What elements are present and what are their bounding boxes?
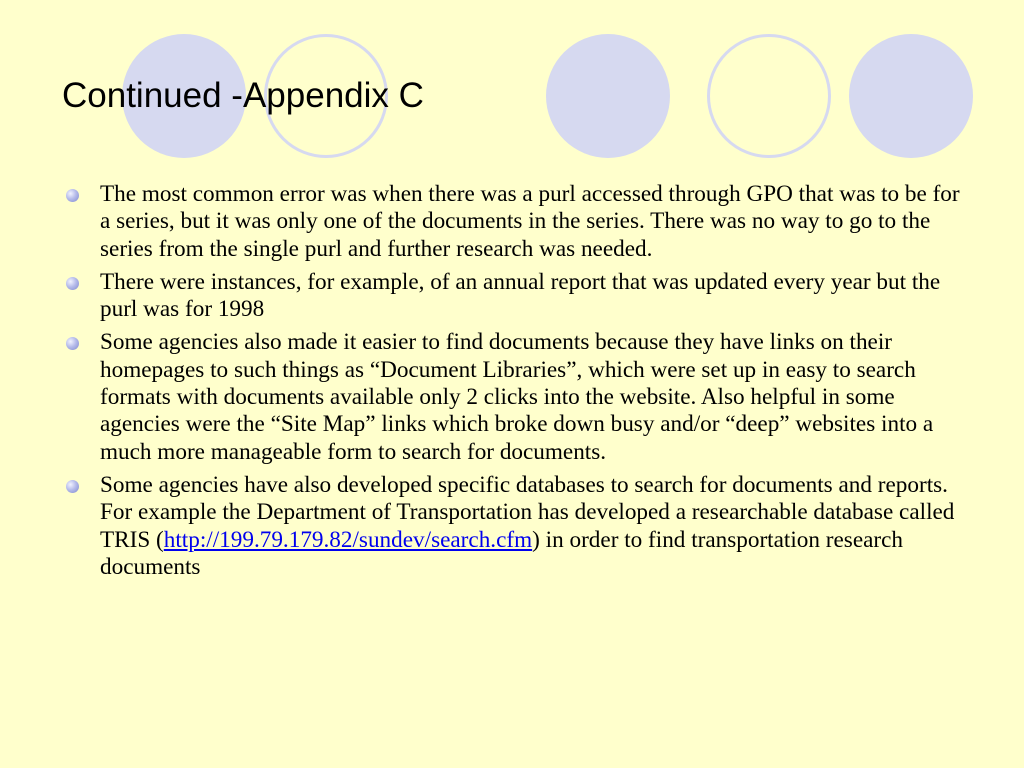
bullet-icon (66, 337, 79, 350)
bullet-text: There were instances, for example, of an annual report that was updated every year but the purl was for 1998 (100, 268, 941, 323)
decorative-circle-2 (546, 34, 670, 158)
bullet-icon (66, 189, 79, 202)
bullet-item (62, 181, 972, 263)
bullet-text-before: Some agencies have also developed specific databases to search for documents and reports. For example the Department of Transportation has developed a researchable database called TRIS ( (100, 471, 955, 553)
bullet-item (62, 472, 972, 581)
bullet-icon (66, 480, 79, 493)
decorative-circle-3 (849, 34, 973, 158)
bullet-item (62, 269, 972, 324)
bullet-list (62, 181, 972, 587)
bullet-text: Some agencies also made it easier to find documents because they have links on their homepages to such things as “Document Libraries”, which were set up in easy to search formats with documents available only 2 clicks into the website. Also helpful in some agencies were the “Site Map” links which broke down busy and/or “deep” websites into a much more manageable form to search for documents. (100, 329, 934, 465)
slide-title: Continued -Appendix C (62, 76, 424, 115)
tris-search-link[interactable]: http://199.79.179.82/sundev/search.cfm (163, 526, 533, 553)
bullet-item (62, 329, 972, 465)
bullet-text: The most common error was when there was a purl accessed through GPO that was to be for a series, but it was only one of the documents in the series. There was no way to go to the series from the single purl and further research was needed. (100, 181, 960, 262)
decorative-ring-2 (707, 34, 831, 158)
bullet-icon (66, 277, 79, 290)
bullet-text-after: ) in order to find transportation research documents (100, 526, 904, 580)
